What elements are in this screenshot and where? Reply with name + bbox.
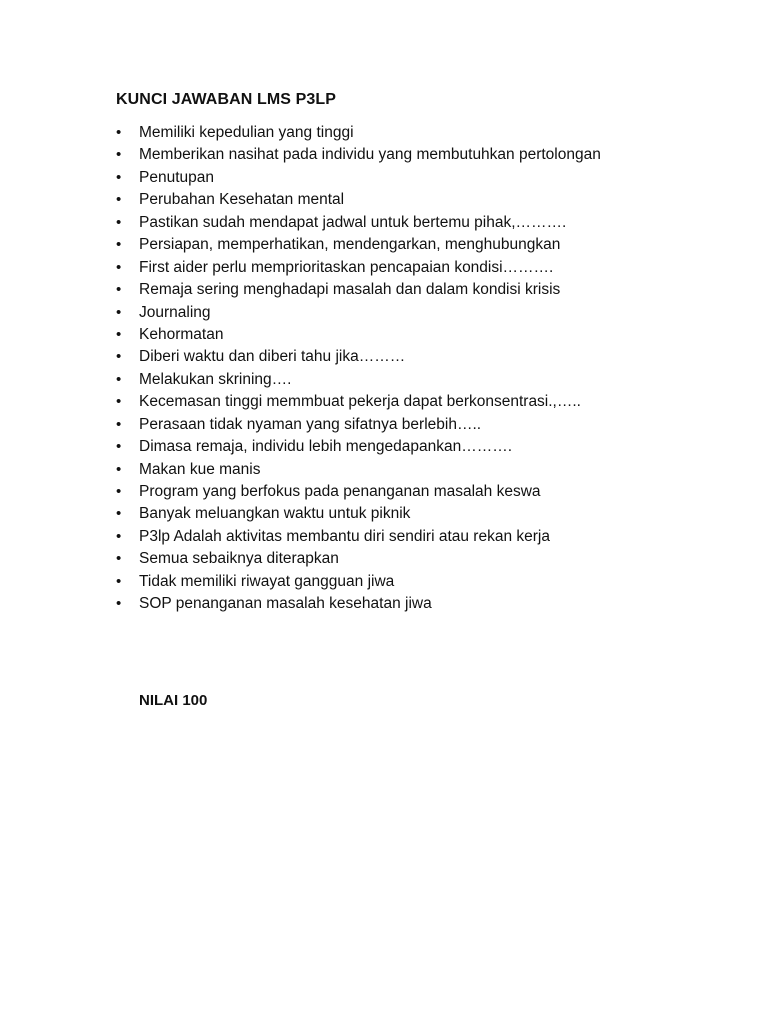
bullet-icon: • xyxy=(116,191,122,209)
score-label: NILAI 100 xyxy=(139,692,208,709)
bullet-icon: • xyxy=(116,168,122,186)
answer-text: Journaling xyxy=(139,303,211,321)
answer-list-item xyxy=(116,548,736,570)
answer-list-item xyxy=(116,369,736,391)
bullet-icon: • xyxy=(116,213,122,231)
answer-list-item xyxy=(116,122,736,144)
answer-text: Dimasa remaja, individu lebih mengedapankan………. xyxy=(139,438,513,456)
bullet-icon: • xyxy=(116,415,122,433)
answer-list-item xyxy=(116,189,736,211)
answer-text: Tidak memiliki riwayat gangguan jiwa xyxy=(139,572,395,590)
answer-list-item xyxy=(116,167,736,189)
answer-list-item xyxy=(116,481,736,503)
bullet-icon: • xyxy=(116,595,122,613)
bullet-icon: • xyxy=(116,438,122,456)
answer-text: Semua sebaiknya diterapkan xyxy=(139,550,339,568)
answer-list-item xyxy=(116,257,736,279)
answer-text: Diberi waktu dan diberi tahu jika……… xyxy=(139,348,406,366)
bullet-icon: • xyxy=(116,258,122,276)
answer-text: First aider perlu memprioritaskan pencapaian kondisi………. xyxy=(139,258,554,276)
bullet-icon: • xyxy=(116,281,122,299)
answer-list-item xyxy=(116,302,736,324)
answer-text: Perasaan tidak nyaman yang sifatnya berlebih….. xyxy=(139,415,482,433)
answer-text: SOP penanganan masalah kesehatan jiwa xyxy=(139,595,432,613)
answer-text: Remaja sering menghadapi masalah dan dalam kondisi krisis xyxy=(139,281,561,299)
answer-text: Pastikan sudah mendapat jadwal untuk bertemu pihak,………. xyxy=(139,213,567,231)
bullet-icon: • xyxy=(116,393,122,411)
answer-list-item xyxy=(116,324,736,346)
answer-list-item xyxy=(116,144,736,166)
answer-text: Penutupan xyxy=(139,168,214,186)
answer-list-item xyxy=(116,414,736,436)
bullet-icon: • xyxy=(116,483,122,500)
answer-list-item xyxy=(116,526,736,548)
bullet-icon: • xyxy=(116,124,122,141)
answer-text: P3lp Adalah aktivitas membantu diri sendiri atau rekan kerja xyxy=(139,527,550,545)
bullet-icon: • xyxy=(116,236,122,254)
answer-text: Banyak meluangkan waktu untuk piknik xyxy=(139,505,411,523)
bullet-icon: • xyxy=(116,370,122,388)
bullet-icon: • xyxy=(116,505,122,523)
answer-text: Kehormatan xyxy=(139,325,224,343)
answer-text: Memiliki kepedulian yang tinggi xyxy=(139,124,354,141)
answer-text: Kecemasan tinggi memmbuat pekerja dapat berkonsentrasi.,….. xyxy=(139,393,581,411)
answer-list-item xyxy=(116,391,736,413)
answer-list-item xyxy=(116,234,736,256)
answer-list-item xyxy=(116,279,736,301)
answer-text: Persiapan, memperhatikan, mendengarkan, menghubungkan xyxy=(139,236,561,254)
bullet-icon: • xyxy=(116,348,122,366)
answer-list-item xyxy=(116,593,736,615)
document-title: KUNCI JAWABAN LMS P3LP xyxy=(116,91,336,108)
bullet-icon: • xyxy=(116,550,122,568)
bullet-icon: • xyxy=(116,325,122,343)
bullet-icon: • xyxy=(116,572,122,590)
answer-list-item xyxy=(116,436,736,458)
answer-list-item xyxy=(116,212,736,234)
answer-list-item xyxy=(116,503,736,525)
answer-list xyxy=(116,122,736,616)
answer-list-item xyxy=(116,459,736,481)
answer-list-item xyxy=(116,571,736,593)
bullet-icon: • xyxy=(116,146,122,164)
answer-text: Memberikan nasihat pada individu yang membutuhkan pertolongan xyxy=(139,146,601,164)
answer-text: Program yang berfokus pada penanganan masalah keswa xyxy=(139,483,541,500)
answer-list-item xyxy=(116,346,736,368)
answer-text: Perubahan Kesehatan mental xyxy=(139,191,345,209)
bullet-icon: • xyxy=(116,303,122,321)
answer-text: Melakukan skrining…. xyxy=(139,370,292,388)
bullet-icon: • xyxy=(116,460,122,478)
answer-text: Makan kue manis xyxy=(139,460,261,478)
bullet-icon: • xyxy=(116,527,122,545)
